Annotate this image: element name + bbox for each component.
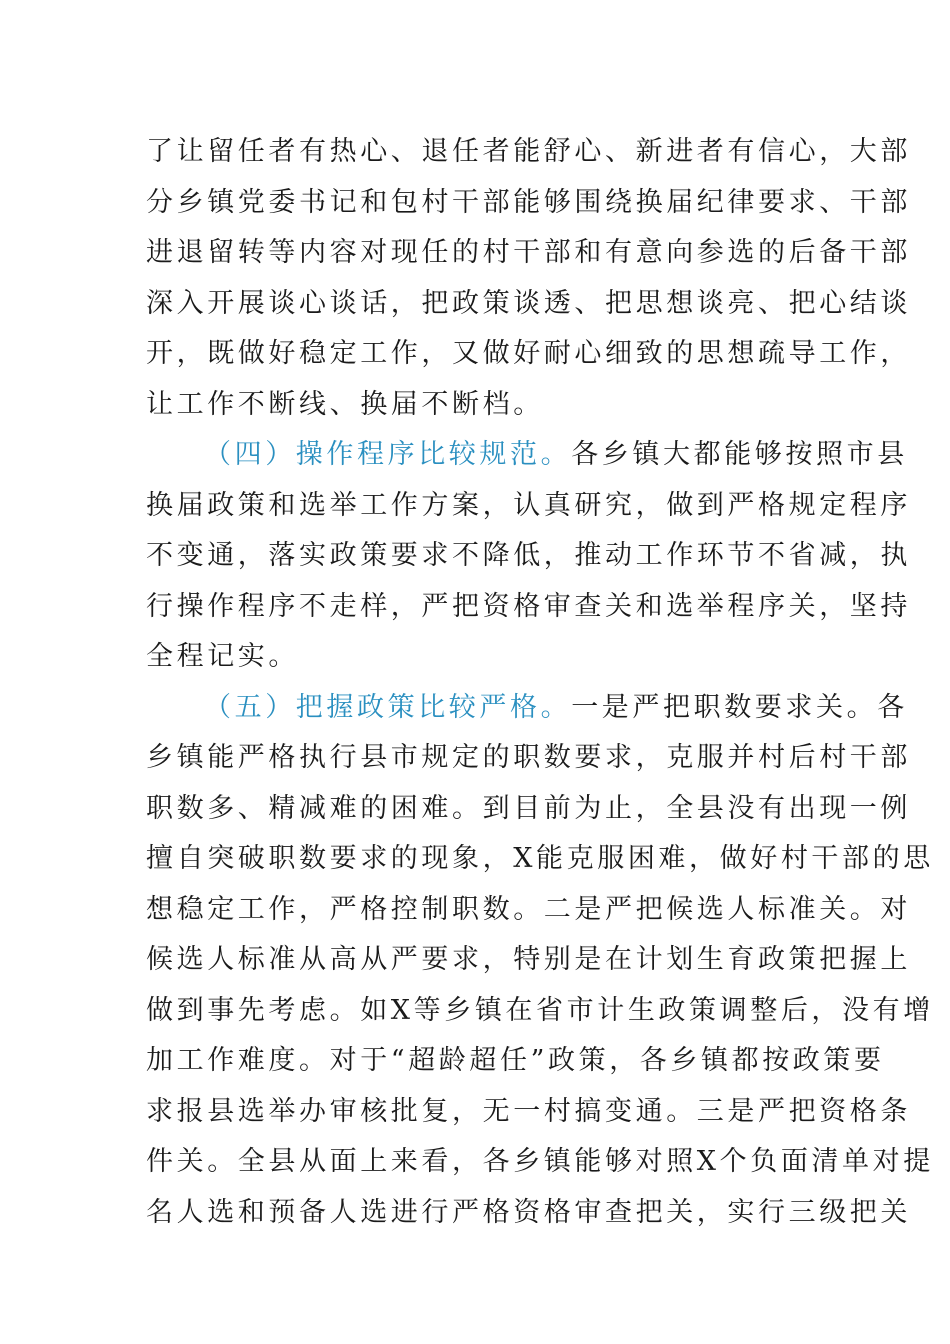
paragraph-continuation — [146, 127, 911, 430]
text-line: 擅自突破职数要求的现象，X能克服困难，做好村干部的思 — [146, 843, 934, 874]
text-line: 深入开展谈心谈话，把政策谈透、把思想谈亮、把心结谈 — [146, 287, 911, 319]
section-first-line — [146, 430, 908, 481]
text-line: 乡镇能严格执行县市规定的职数要求，克服并村后村干部 — [146, 742, 911, 773]
text-line: 换届政策和选举工作方案，认真研究，做到严格规定程序 — [146, 489, 911, 521]
text-line: 候选人标准从高从严要求，特别是在计划生育政策把握上 — [146, 944, 911, 975]
text-line: 加工作难度。对于“超龄超任”政策，各乡镇都按政策要 — [146, 1045, 885, 1076]
section-4-heading: （四）操作程序比较规范。 — [204, 439, 572, 470]
text-line: 做到事先考虑。如X等乡镇在省市计生政策调整后，没有增 — [146, 994, 934, 1026]
text-line: 进退留转等内容对现任的村干部和有意向参选的后备干部 — [146, 237, 911, 268]
section-5-paragraph — [146, 683, 934, 1239]
text-line: 求报县选举办审核批复，无一村搞变通。三是严把资格条 — [146, 1095, 911, 1127]
text-run: 各乡镇大都能够按照市县 — [571, 439, 908, 470]
text-line: 件关。全县从面上来看，各乡镇能够对照X个负面清单对提 — [146, 1146, 934, 1177]
section-5-heading: （五）把握政策比较严格。 — [204, 691, 572, 723]
section-first-line — [146, 683, 908, 734]
text-line: 全程记实。 — [146, 641, 299, 672]
text-line: 想稳定工作，严格控制职数。二是严把候选人标准关。对 — [146, 893, 911, 925]
section-4-paragraph — [146, 430, 911, 683]
text-line: 了让留任者有热心、退任者能舒心、新进者有信心，大部 — [146, 136, 911, 167]
text-line: 开，既做好稳定工作，又做好耐心细致的思想疏导工作， — [146, 338, 911, 369]
text-run: 一是严把职数要求关。各 — [571, 691, 908, 723]
text-line: 职数多、精减难的困难。到目前为止，全县没有出现一例 — [146, 792, 911, 824]
text-line: 名人选和预备人选进行严格资格审查把关，实行三级把关 — [146, 1196, 911, 1228]
text-line: 分乡镇党委书记和包村干部能够围绕换届纪律要求、干部 — [146, 186, 911, 218]
text-line: 不变通，落实政策要求不降低，推动工作环节不省减，执 — [146, 540, 911, 571]
body-text — [146, 127, 934, 1238]
text-line: 让工作不断线、换届不断档。 — [146, 388, 544, 420]
text-line: 行操作程序不走样，严把资格审查关和选举程序关，坚持 — [146, 590, 911, 622]
